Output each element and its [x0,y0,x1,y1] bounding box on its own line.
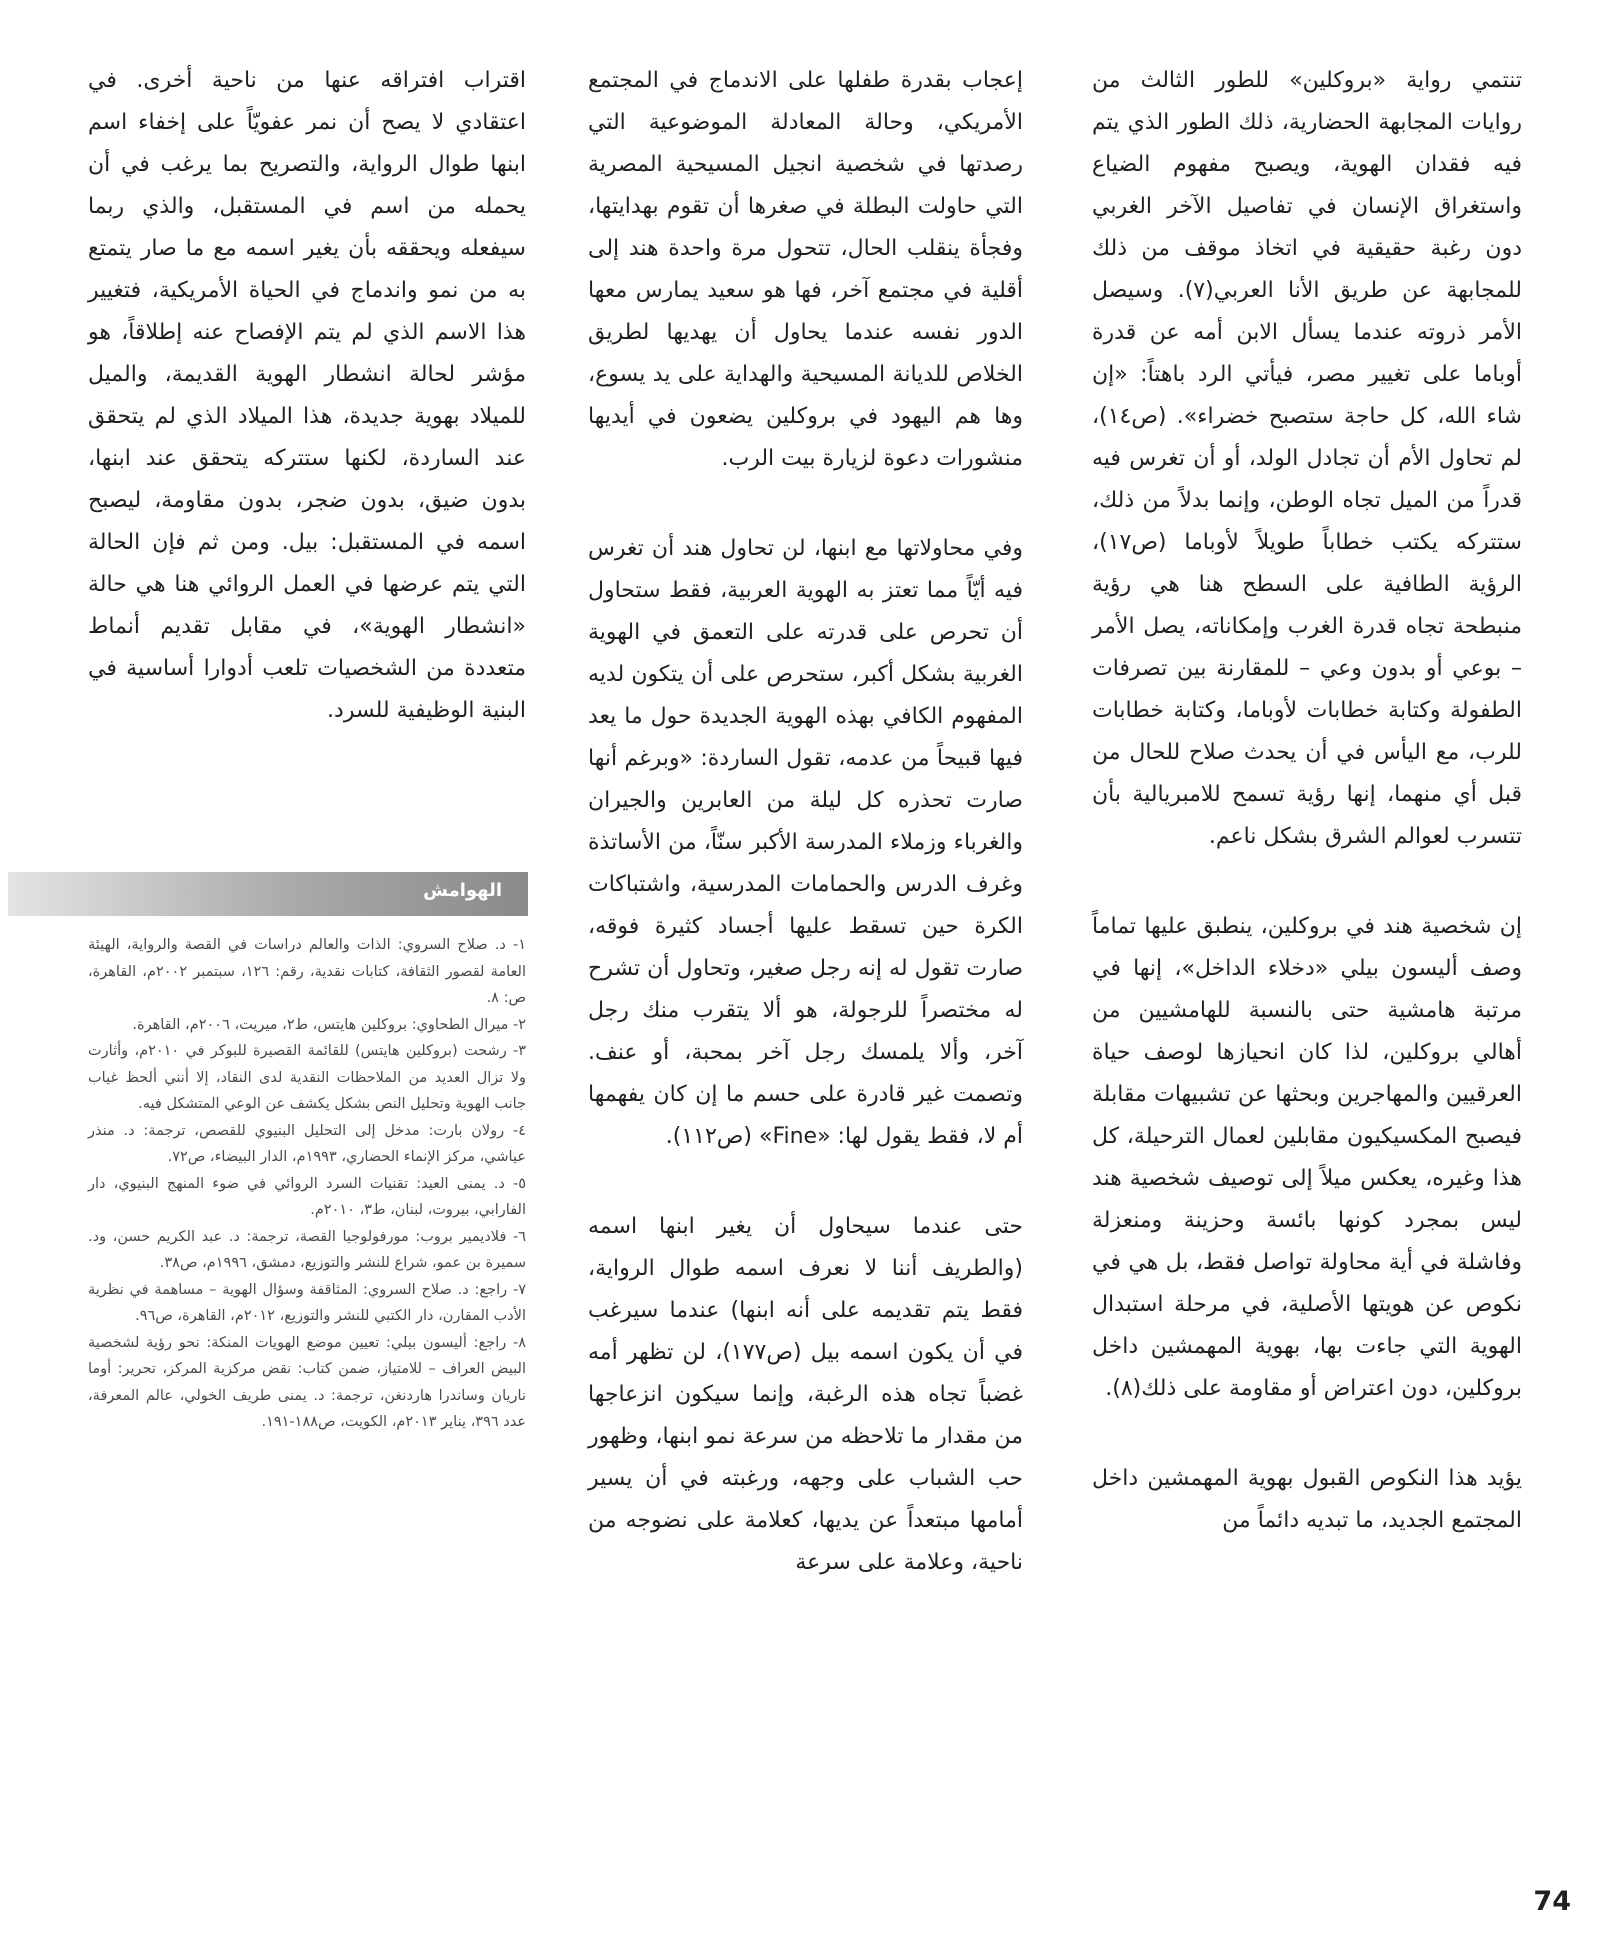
paragraph: يؤيد هذا النكوص القبول بهوية المهمشين داخل المجتمع الجديد، ما تبديه دائماً من [1092,1466,1522,1533]
footnote-item: ١- د. صلاح السروي: الذات والعالم دراسات في القصة والرواية، الهيئة العامة لقصور الثقافة، كتابات نقدية، رقم: ١٢٦، سبتمبر ٢٠٠٢م، القاهرة، ص: ٨. [88,937,527,1006]
footnotes-title: الهوامش [423,880,502,901]
footnotes-header-bar [8,872,528,916]
footnote-item: ٤- رولان بارت: مدخل إلى التحليل البنيوي للقصص، ترجمة: د. منذر عياشي، مركز الإنماء الحضاري، ١٩٩٣م، الدار البيضاء، ص٧٢. [88,1122,526,1165]
footnote-item: ٥- د. يمنى العيد: تقنيات السرد الروائي في ضوء المنهج البنيوي، دار الفارابي، بيروت، لبنان، ط٣، ٢٠١٠م. [88,1175,526,1218]
footnote-item: ٧- راجع: د. صلاح السروي: المثاقفة وسؤال الهوية – مساهمة في نظرية الأدب المقارن، دار الكتبي للنشر والتوزيع، ٢٠١٢م، القاهرة، ص٩٦. [88,1281,526,1324]
footnote-item: ٦- فلاديمير بروب: مورفولوجيا القصة، ترجمة: د. عبد الكريم حسن، ود. سميرة بن عمو، شراع للنشر والتوزيع، دمشق، ١٩٩٦م، ص٣٨. [88,1228,526,1271]
paragraph: تنتمي رواية «بروكلين» للطور الثالث من روايات المجابهة الحضارية، ذلك الطور الذي يتم فيه فقدان الهوية، ويصبح مفهوم الضياع واستغراق الإنسان في تفاصيل الآخر الغربي دون رغبة حقيقية في اتخاذ موقف من ذلك للمجابهة عن طريق الأنا العربي(٧). وسيصل الأمر ذروته عندما يسأل الابن أمه عن قدرة أوباما على تغيير مصر، فيأتي الرد باهتاً: «إن شاء الله، كل حاجة ستصبح خضراء». (ص١٤)، لم تحاول الأم أن تجادل الولد، أو أن تغرس فيه قدراً من الميل تجاه الوطن، وإنما بدلاً من ذلك، ستتركه يكتب خطاباً طويلاً لأوباما (ص١٧)، الرؤية الطافية على السطح هنا هي رؤية منبطحة تجاه قدرة الغرب وإمكاناته، يصل الأمر – بوعي أو بدون وعي – للمقارنة بين تصرفات الطفولة وكتابة خطابات لأوباما، وكتابة خطابات للرب، مع اليأس في أن يحدث صلاح للحال من قبل أي منهما، إنها رؤية تسمح للامبريالية بأن تتسرب لعوالم الشرق بشكل ناعم. [1092,68,1522,849]
footnote-item: ٢- ميرال الطحاوي: بروكلين هايتس، ط٢، ميريت، ٢٠٠٦م، القاهرة. [132,1016,526,1033]
paragraph: وفي محاولاتها مع ابنها، لن تحاول هند أن تغرس فيه أيّاً مما تعتز به الهوية العربية، فقط ستحاول أن تحرص على قدرته على التعمق في الهوية الغربية بشكل أكبر، ستحرص على أن يتكون لديه المفهوم الكافي بهذه الهوية الجديدة حول ما يعد فيها قبيحاً من عدمه، تقول الساردة: «وبرغم أنها صارت تحذره كل ليلة من العابرين والجيران والغرباء وزملاء المدرسة الأكبر سنّاً، من الأساتذة وغرف الدرس والحمامات المدرسية، واشتباكات الكرة حين تسقط عليها أجساد كثيرة فوقه، صارت تقول له إنه رجل صغير، وتحاول أن تشرح له مختصراً للرجولة، هو ألا يتقرب منك رجل آخر، وألا يلمسك رجل آخر بمحبة، أو عنف. وتصمت غير قادرة على حسم ما إن كان يفهمها أم لا، فقط يقول لها: «Fine» (ص١١٢). [588,536,1023,1149]
footnote-item: ٨- راجع: أليسون بيلي: تعيين موضع الهويات المنكة: نحو رؤية لشخصية البيض العراف – للامتياز، ضمن كتاب: نقض مركزية المركز، تحرير: أوما ناريان وساندرا هاردنغن، ترجمة: د. يمنى طريف الخولي، عالم المعرفة، عدد ٣٩٦، يناير ٢٠١٣م، الكويت، ص١٨٨-١٩١. [88,1334,526,1430]
paragraph: حتى عندما سيحاول أن يغير ابنها اسمه (والطريف أننا لا نعرف اسمه طوال الرواية، فقط يتم تقديمه على أنه ابنها) عندما سيرغب في أن يكون اسمه بيل (ص١٧٧)، لن تظهر أمه غضباً تجاه هذه الرغبة، وإنما سيكون انزعاجها من مقدار ما تلاحظه من سرعة نمو ابنها، وظهور حب الشباب على وجهه، ورغبته في أن يسير أمامها مبتعداً عن يديها، كعلامة على نضوجه من ناحية، وعلامة على سرعة [588,1214,1023,1575]
paragraph: إعجاب بقدرة طفلها على الاندماج في المجتمع الأمريكي، وحالة المعادلة الموضوعية التي رصدتها في شخصية انجيل المسيحية المصرية التي حاولت البطلة في صغرها أن تقوم بهدايتها، وفجأة ينقلب الحال، تتحول مرة واحدة هند إلى أقلية في مجتمع آخر، فها هو سعيد يمارس معها الدور نفسه عندما يحاول أن يهديها لطريق الخلاص للديانة المسيحية والهداية على يد يسوع، وها هم اليهود في بروكلين يضعون في أيديها منشورات دعوة لزيارة بيت الرب. [588,68,1023,471]
paragraph: اقتراب افتراقه عنها من ناحية أخرى. في اعتقادي لا يصح أن نمر عفويّاً على إخفاء اسم ابنها طوال الرواية، والتصريح بما يرغب في أن يحمله من اسم في المستقبل، والذي ربما سيفعله ويحققه بأن يغير اسمه مع ما صار يتمتع به من نمو واندماج في الحياة الأمريكية، فتغيير هذا الاسم الذي لم يتم الإفصاح عنه إطلاقاً، هو مؤشر لحالة انشطار الهوية القديمة، والميل للميلاد بهوية جديدة، هذا الميلاد الذي لم يتحقق عند الساردة، لكنها ستتركه يتحقق عند ابنها، بدون ضيق، بدون ضجر، بدون مقاومة، ليصبح اسمه في المستقبل: بيل. ومن ثم فإن الحالة التي يتم عرضها في العمل الروائي هنا هي حالة «انشطار الهوية»، في مقابل تقديم أنماط متعددة من الشخصيات تلعب أدوارا أساسية في البنية الوظيفية للسرد. [88,68,526,723]
text-column-middle [588,60,1023,1584]
page-number: 74 [1533,1886,1571,1917]
footnote-item: ٣- رشحت (بروكلين هايتس) للقائمة القصيرة للبوكر في ٢٠١٠م، وأثارت ولا تزال العديد من الملاحظات النقدية لدى النقاد، إلا أنني ألحظ غياب جانب الهوية وتحليل النص بشكل يكشف عن الوعي المتشكل فيه. [88,1043,526,1112]
footnotes-list [88,932,526,1436]
text-column-right [1092,60,1522,1542]
text-column-left [88,60,526,732]
paragraph: إن شخصية هند في بروكلين، ينطبق عليها تماماً وصف أليسون بيلي «دخلاء الداخل»، إنها في مرتبة هامشية حتى بالنسبة للهامشيين من أهالي بروكلين، لذا كان انحيازها لوصف حياة العرقيين والمهاجرين وبحثها عن تشبيهات مقابلة فيصبح المكسيكيون مقابلين لعمال الترحيلة، كل هذا وغيره، يعكس ميلاً إلى توصيف شخصية هند ليس بمجرد كونها بائسة وحزينة ومنعزلة وفاشلة في أية محاولة تواصل فقط، بل هي في نكوص عن هويتها الأصلية، في مرحلة استبدال الهوية التي جاءت بها، بهوية المهمشين داخل بروكلين، دون اعتراض أو مقاومة على ذلك(٨). [1092,914,1522,1401]
